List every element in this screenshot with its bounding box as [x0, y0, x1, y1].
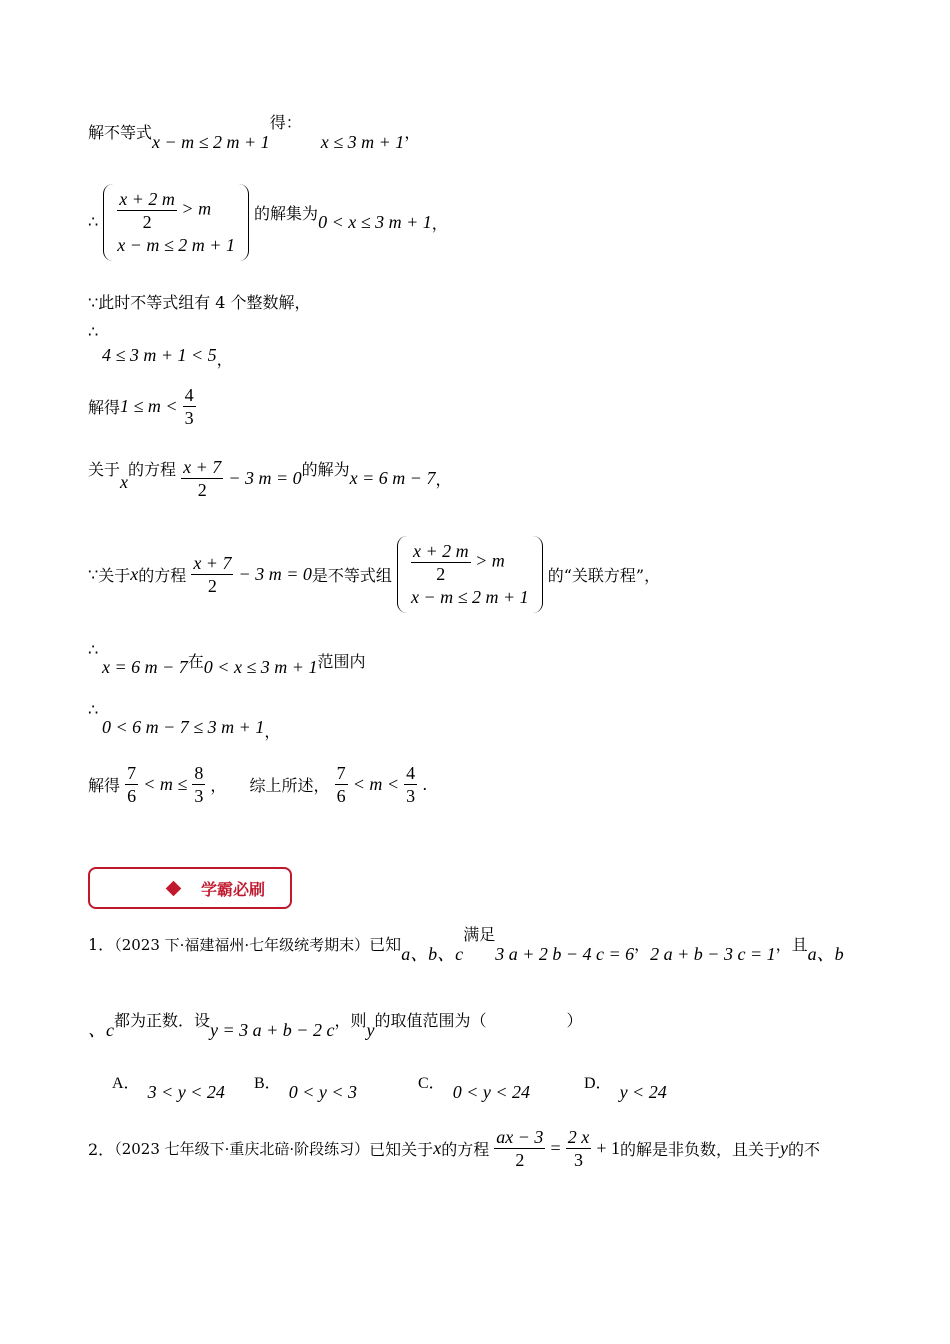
fraction-numerator: 4	[406, 763, 416, 783]
solution-line-2	[88, 184, 448, 261]
text: 已知关于	[369, 1140, 434, 1159]
text: 解不等式	[88, 123, 153, 142]
text: 是不等式组	[311, 566, 392, 585]
math: x = 6 m − 7	[102, 657, 188, 677]
fraction-denominator: 3	[194, 786, 204, 806]
equation: y = 3 a + b − 2 c	[210, 1020, 335, 1040]
text: 的方程	[441, 1140, 490, 1159]
question-2-line-1	[88, 1126, 820, 1171]
variables: a、b	[807, 944, 844, 964]
question-1-line-2	[88, 1006, 583, 1040]
fraction-numerator: x + 2 m	[119, 189, 175, 209]
therefore-symbol: ∴	[88, 700, 99, 719]
fraction-numerator: 2 x	[567, 1127, 590, 1147]
math: x = 6 m − 7	[349, 468, 436, 488]
diamond-icon	[166, 880, 182, 896]
option-a[interactable]	[112, 1070, 225, 1103]
solution-line-4	[88, 322, 233, 370]
math: x ≤ 3 m + 1	[320, 132, 405, 152]
fraction-numerator: x + 7	[183, 457, 222, 477]
fraction-denominator: 2	[197, 480, 207, 500]
section-title: 学霸必刷	[201, 879, 266, 899]
text: 此时不等式组有 4 个整数解，	[98, 293, 311, 312]
solution-line-10	[88, 762, 427, 807]
fraction-numerator: ax − 3	[496, 1127, 544, 1147]
variable: y	[366, 1020, 375, 1040]
text: 的不	[788, 1140, 821, 1159]
text: 的取值范围为（ ）	[374, 1011, 583, 1030]
system-row-2: x − m ≤ 2 m + 1	[117, 235, 235, 255]
question-source: （2023 下·福建福州·七年级统考期末）	[114, 936, 370, 954]
system-row-2: x − m ≤ 2 m + 1	[410, 587, 529, 607]
option-math: 0 < y < 24	[452, 1082, 530, 1102]
fraction-denominator: 2	[436, 564, 446, 584]
punct: .	[422, 775, 428, 794]
text: 关于	[98, 566, 131, 585]
text: 范围内	[317, 652, 366, 671]
text: 满足	[463, 925, 496, 944]
text: 关于	[88, 460, 121, 479]
fraction-numerator: x + 7	[193, 553, 232, 573]
fraction-denominator: 3	[406, 786, 416, 806]
text: 解得	[88, 398, 121, 417]
variables: 、c	[88, 1020, 114, 1040]
equals-sign: =	[550, 1138, 561, 1158]
equation: 3 a + 2 b − 4 c = 6	[495, 944, 635, 964]
fraction-denominator: 3	[574, 1150, 584, 1170]
option-b[interactable]	[254, 1070, 357, 1103]
text: 解得	[88, 776, 121, 795]
question-number: 1．	[88, 935, 115, 954]
text: 在	[187, 652, 204, 671]
math: 0 < x ≤ 3 m + 1	[203, 657, 318, 677]
option-math: 0 < y < 3	[288, 1082, 357, 1102]
section-header-box	[88, 867, 292, 909]
inequality-system	[397, 536, 543, 613]
fraction-denominator: 3	[184, 408, 194, 428]
text: 得：	[269, 113, 302, 132]
text: 的解集为	[254, 204, 319, 223]
punct: ，	[210, 776, 227, 795]
text: ，则	[334, 1011, 367, 1030]
text: 的方程	[128, 460, 177, 479]
text: 的解为	[301, 460, 350, 479]
text: 已知	[369, 935, 402, 954]
text: 的“关联方程”，	[547, 566, 661, 585]
question-1-line-1: 1．（2023 下·福建福州·七年级统考期末）已知a、b、c满足3 a + 2 b − 4 c = 6，2 a + b − 3 c = 1，且a、b	[88, 925, 844, 964]
fraction-denominator: 6	[127, 786, 137, 806]
fraction-denominator: 2	[207, 576, 217, 596]
question-number: 2．	[88, 1140, 115, 1159]
variable: x	[130, 564, 139, 584]
text: 综上所述，	[249, 776, 330, 795]
system-row-1	[117, 188, 235, 233]
inequality-system	[103, 184, 249, 261]
text: ，且	[775, 935, 808, 954]
math: < m ≤	[143, 774, 188, 794]
math: 1 ≤ m <	[120, 396, 178, 416]
solution-line-3	[88, 290, 311, 313]
system-row-1	[411, 540, 529, 585]
punct: ，	[264, 722, 281, 741]
punct: ，	[431, 214, 448, 233]
fraction-numerator: 7	[336, 763, 346, 783]
option-label: B．	[254, 1075, 281, 1092]
fraction-denominator: 6	[336, 786, 346, 806]
option-label: C．	[418, 1075, 445, 1092]
math: < m <	[352, 774, 400, 794]
punct: ，	[435, 470, 452, 489]
solution-line-1	[88, 113, 421, 152]
option-label: D．	[584, 1075, 612, 1092]
because-symbol: ∵	[88, 565, 99, 584]
therefore-symbol: ∴	[88, 640, 99, 659]
text: 的方程	[138, 566, 187, 585]
option-math: 3 < y < 24	[147, 1082, 225, 1102]
math: 0 < 6 m − 7 ≤ 3 m + 1	[102, 717, 265, 737]
option-math: y < 24	[619, 1082, 667, 1102]
fraction-numerator: 4	[184, 385, 194, 405]
fraction-numerator: x + 2 m	[412, 541, 469, 561]
relation: > m	[181, 198, 212, 219]
variables: a、b、c	[401, 944, 464, 964]
fraction-numerator: 8	[194, 763, 204, 783]
variable: y	[780, 1138, 789, 1158]
equation: 2 a + b − 3 c = 1	[650, 944, 776, 964]
punct: ，	[404, 123, 421, 142]
solution-line-6	[88, 456, 451, 501]
math: + 1	[596, 1138, 621, 1158]
fraction-denominator: 2	[142, 212, 152, 232]
solution-line-7	[88, 536, 660, 613]
punct: ，	[216, 350, 233, 369]
variable: x	[433, 1138, 442, 1158]
fraction-numerator: 7	[127, 763, 137, 783]
text: 都为正数．设	[114, 1011, 211, 1030]
relation: > m	[475, 550, 505, 571]
text: 的解是非负数，且关于	[620, 1140, 781, 1159]
therefore-symbol: ∴	[88, 322, 99, 341]
option-d[interactable]	[584, 1070, 667, 1103]
because-symbol: ∵	[88, 293, 99, 312]
option-label: A．	[112, 1075, 140, 1092]
math: − 3 m = 0	[228, 468, 302, 488]
solution-line-9	[88, 700, 280, 742]
question-source: （2023 七年级下·重庆北碚·阶段练习）	[114, 1140, 370, 1158]
math: − 3 m = 0	[238, 564, 312, 584]
therefore-symbol: ∴	[88, 212, 99, 231]
math: 0 < x ≤ 3 m + 1	[318, 212, 432, 232]
fraction-denominator: 2	[515, 1150, 525, 1170]
math: x − m ≤ 2 m + 1	[152, 132, 270, 152]
variable: x	[120, 472, 129, 492]
option-c[interactable]	[418, 1070, 530, 1103]
solution-line-5	[88, 384, 196, 429]
solution-line-8	[88, 640, 365, 682]
math: 4 ≤ 3 m + 1 < 5	[102, 345, 217, 365]
